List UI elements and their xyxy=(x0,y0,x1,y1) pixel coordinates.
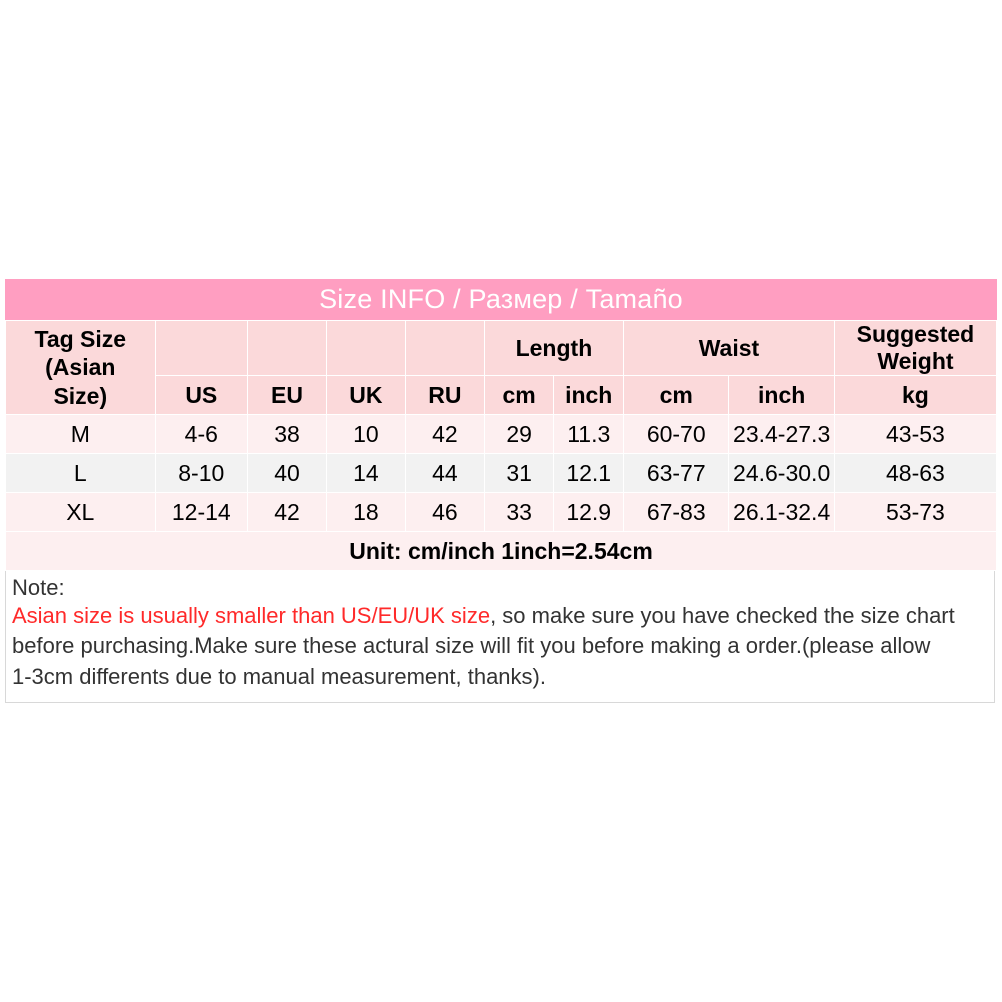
cell-waist-cm: 63-77 xyxy=(624,454,729,493)
cell-eu: 40 xyxy=(248,454,327,493)
cell-waist-cm: 60-70 xyxy=(624,415,729,454)
cell-uk: 10 xyxy=(326,415,405,454)
note-rest-line1: , so make sure you have checked the size chart xyxy=(490,603,955,628)
header-tag-size xyxy=(6,321,156,415)
header-tag-size-line2: (Asian xyxy=(45,354,116,381)
header-suggested-weight xyxy=(834,321,996,376)
table-header-row-main xyxy=(6,321,997,376)
cell-eu: 42 xyxy=(248,493,327,532)
cell-weight-kg: 43-53 xyxy=(834,415,996,454)
size-chart xyxy=(5,279,997,703)
note-line-3: 1-3cm differents due to manual measurement, thanks). xyxy=(12,663,546,689)
cell-weight-kg: 48-63 xyxy=(834,454,996,493)
cell-us: 12-14 xyxy=(155,493,247,532)
cell-waist-cm: 67-83 xyxy=(624,493,729,532)
cell-weight-kg: 53-73 xyxy=(834,493,996,532)
cell-uk: 18 xyxy=(326,493,405,532)
header-spacer-uk xyxy=(326,321,405,376)
header-spacer-us xyxy=(155,321,247,376)
cell-tag-size: M xyxy=(6,415,156,454)
cell-waist-inch: 24.6-30.0 xyxy=(729,454,834,493)
cell-waist-inch: 26.1-32.4 xyxy=(729,493,834,532)
header-spacer-ru xyxy=(405,321,484,376)
cell-us: 4-6 xyxy=(155,415,247,454)
table-row xyxy=(6,454,997,493)
header-weight-kg: kg xyxy=(834,376,996,415)
note-label: Note: xyxy=(12,575,65,600)
note-line-2: before purchasing.Make sure these actural size will fit you before making a order.(please allow xyxy=(12,633,931,659)
header-ru: RU xyxy=(405,376,484,415)
unit-note: Unit: cm/inch 1inch=2.54cm xyxy=(6,532,997,571)
note-red-text: Asian size is usually smaller than US/EU/UK size xyxy=(12,603,491,628)
header-tag-size-line3: Size) xyxy=(53,382,108,409)
cell-length-cm: 29 xyxy=(484,415,554,454)
header-suggested-weight-line2: Weight xyxy=(877,348,954,374)
header-uk: UK xyxy=(326,376,405,415)
table-row xyxy=(6,415,997,454)
header-suggested-weight-line1: Suggested xyxy=(856,321,975,347)
header-waist: Waist xyxy=(624,321,835,376)
table-row xyxy=(6,493,997,532)
header-eu: EU xyxy=(248,376,327,415)
cell-uk: 14 xyxy=(326,454,405,493)
cell-length-inch: 11.3 xyxy=(554,415,624,454)
size-chart-title: Size INFO / Размер / Tamaño xyxy=(5,279,997,320)
header-spacer-eu xyxy=(248,321,327,376)
cell-eu: 38 xyxy=(248,415,327,454)
cell-us: 8-10 xyxy=(155,454,247,493)
cell-ru: 44 xyxy=(405,454,484,493)
cell-tag-size: L xyxy=(6,454,156,493)
table-header-row-sub xyxy=(6,376,997,415)
header-length: Length xyxy=(484,321,623,376)
header-us: US xyxy=(155,376,247,415)
header-waist-cm: cm xyxy=(624,376,729,415)
header-waist-inch: inch xyxy=(729,376,834,415)
cell-ru: 42 xyxy=(405,415,484,454)
cell-length-cm: 31 xyxy=(484,454,554,493)
cell-length-cm: 33 xyxy=(484,493,554,532)
header-length-cm: cm xyxy=(484,376,554,415)
cell-tag-size: XL xyxy=(6,493,156,532)
cell-length-inch: 12.9 xyxy=(554,493,624,532)
note-line-1 xyxy=(12,601,988,631)
size-table xyxy=(5,320,997,571)
cell-length-inch: 12.1 xyxy=(554,454,624,493)
unit-note-row xyxy=(6,532,997,571)
header-length-inch: inch xyxy=(554,376,624,415)
cell-ru: 46 xyxy=(405,493,484,532)
header-tag-size-line1: Tag Size xyxy=(34,326,127,353)
cell-waist-inch: 23.4-27.3 xyxy=(729,415,834,454)
note-box xyxy=(5,571,995,703)
